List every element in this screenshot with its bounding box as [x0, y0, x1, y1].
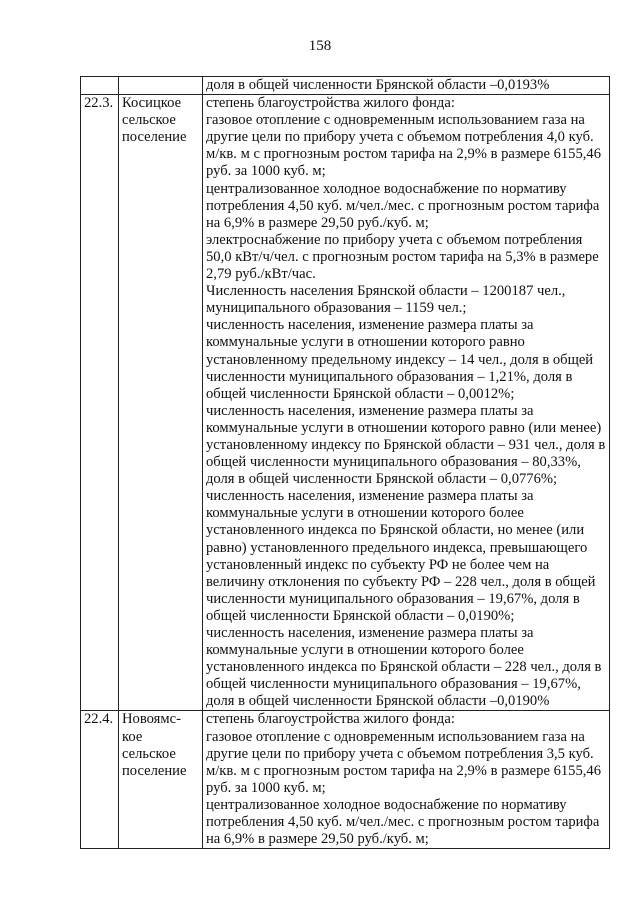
municipality-name-line: поселение	[122, 129, 187, 146]
municipality-name	[119, 711, 203, 849]
municipality-name	[119, 95, 203, 711]
paragraph: численность населения, изменение размера платы за коммунальные услуги в отношении которого равно установленному предельному индексу – 14 чел., доля в общей численности муниципального образования – 1,21%, доля в общей численности Брянской области – 0,0012%;	[206, 317, 594, 402]
table-row-continuation	[81, 77, 610, 95]
paragraph: централизованное холодное водоснабжение по нормативу потребления 4,50 куб. м/чел./мес. с прогнозным ростом тарифа на 6,9% в размере 29,50 руб./куб. м;	[206, 180, 600, 231]
paragraph: централизованное холодное водоснабжение по нормативу потребления 4,50 куб. м/чел./мес. с прогнозным ростом тарифа на 6,9% в размере 29,50 руб./куб. м;	[206, 796, 600, 848]
municipality-name-line: Новоямс-	[122, 711, 181, 728]
table-row	[81, 95, 610, 711]
row-number: 22.3.	[81, 95, 119, 711]
row-description	[203, 95, 610, 711]
paragraph: газовое отопление с одновременным использованием газа на другие цели по прибору учета с объемом потребления 3,5 куб. м/кв. м с прогнозным ростом тарифа на 2,9% в размере 6155,46 руб. за 1000 куб. м;	[206, 728, 602, 796]
paragraph: степень благоустройства жилого фонда:	[206, 95, 455, 112]
paragraph: Численность населения Брянской области – 1200187 чел., муниципального образования – 1159 чел.;	[206, 283, 566, 317]
page-number: 158	[308, 38, 332, 54]
municipality-name-line: Косицкое	[122, 95, 182, 112]
municipality-name-line: поселение	[122, 762, 187, 779]
paragraph: газовое отопление с одновременным использованием газа на другие цели по прибору учета с объемом потребления 4,0 куб. м/кв. м с прогнозным ростом тарифа на 2,9% в размере 6155,46 руб. за 1000 куб. м;	[206, 112, 602, 180]
document-table	[80, 76, 610, 849]
table-row	[81, 711, 610, 849]
paragraph: численность населения, изменение размера платы за коммунальные услуги в отношении которого более установленного индекса по Брянской области, но менее (или равно) установленного предельного индекса, превышающего установленный индекс по субъекту РФ не более чем на величину отклонения по субъекту РФ – 228 чел., доля в общей численности муниципального образования – 19,67%, доля в общей численности Брянской области – 0,0190%;	[206, 488, 596, 624]
row-description	[203, 711, 610, 849]
row-number-cell	[81, 77, 119, 95]
municipality-name-line: кое	[122, 728, 143, 745]
municipality-name-line: сельское	[122, 745, 176, 762]
paragraph: степень благоустройства жилого фонда:	[206, 711, 455, 728]
row-name-cell	[119, 77, 203, 95]
paragraph: численность населения, изменение размера платы за коммунальные услуги в отношении которого равно (или менее) установленному индексу по Брянской области – 931 чел., доля в общей численности муниципального образования – 80,33%, доля в общей численности Брянской области – 0,0776%;	[206, 402, 606, 488]
paragraph: численность населения, изменение размера платы за коммунальные услуги в отношении которого более установленного индекса по Брянской области – 228 чел., доля в общей численности муниципального образования – 19,67%, доля в общей численности Брянской области –0,0190%	[206, 625, 602, 710]
municipality-name-line: сельское	[122, 112, 176, 129]
paragraph: электроснабжение по прибору учета с объемом потребления 50,0 кВт/ч/чел. с прогнозным ростом тарифа на 5,3% в размере 2,79 руб./кВт/час.	[206, 231, 599, 283]
row-number: 22.4.	[81, 711, 119, 849]
continuation-text: доля в общей численности Брянской области –0,0193%	[203, 77, 610, 95]
